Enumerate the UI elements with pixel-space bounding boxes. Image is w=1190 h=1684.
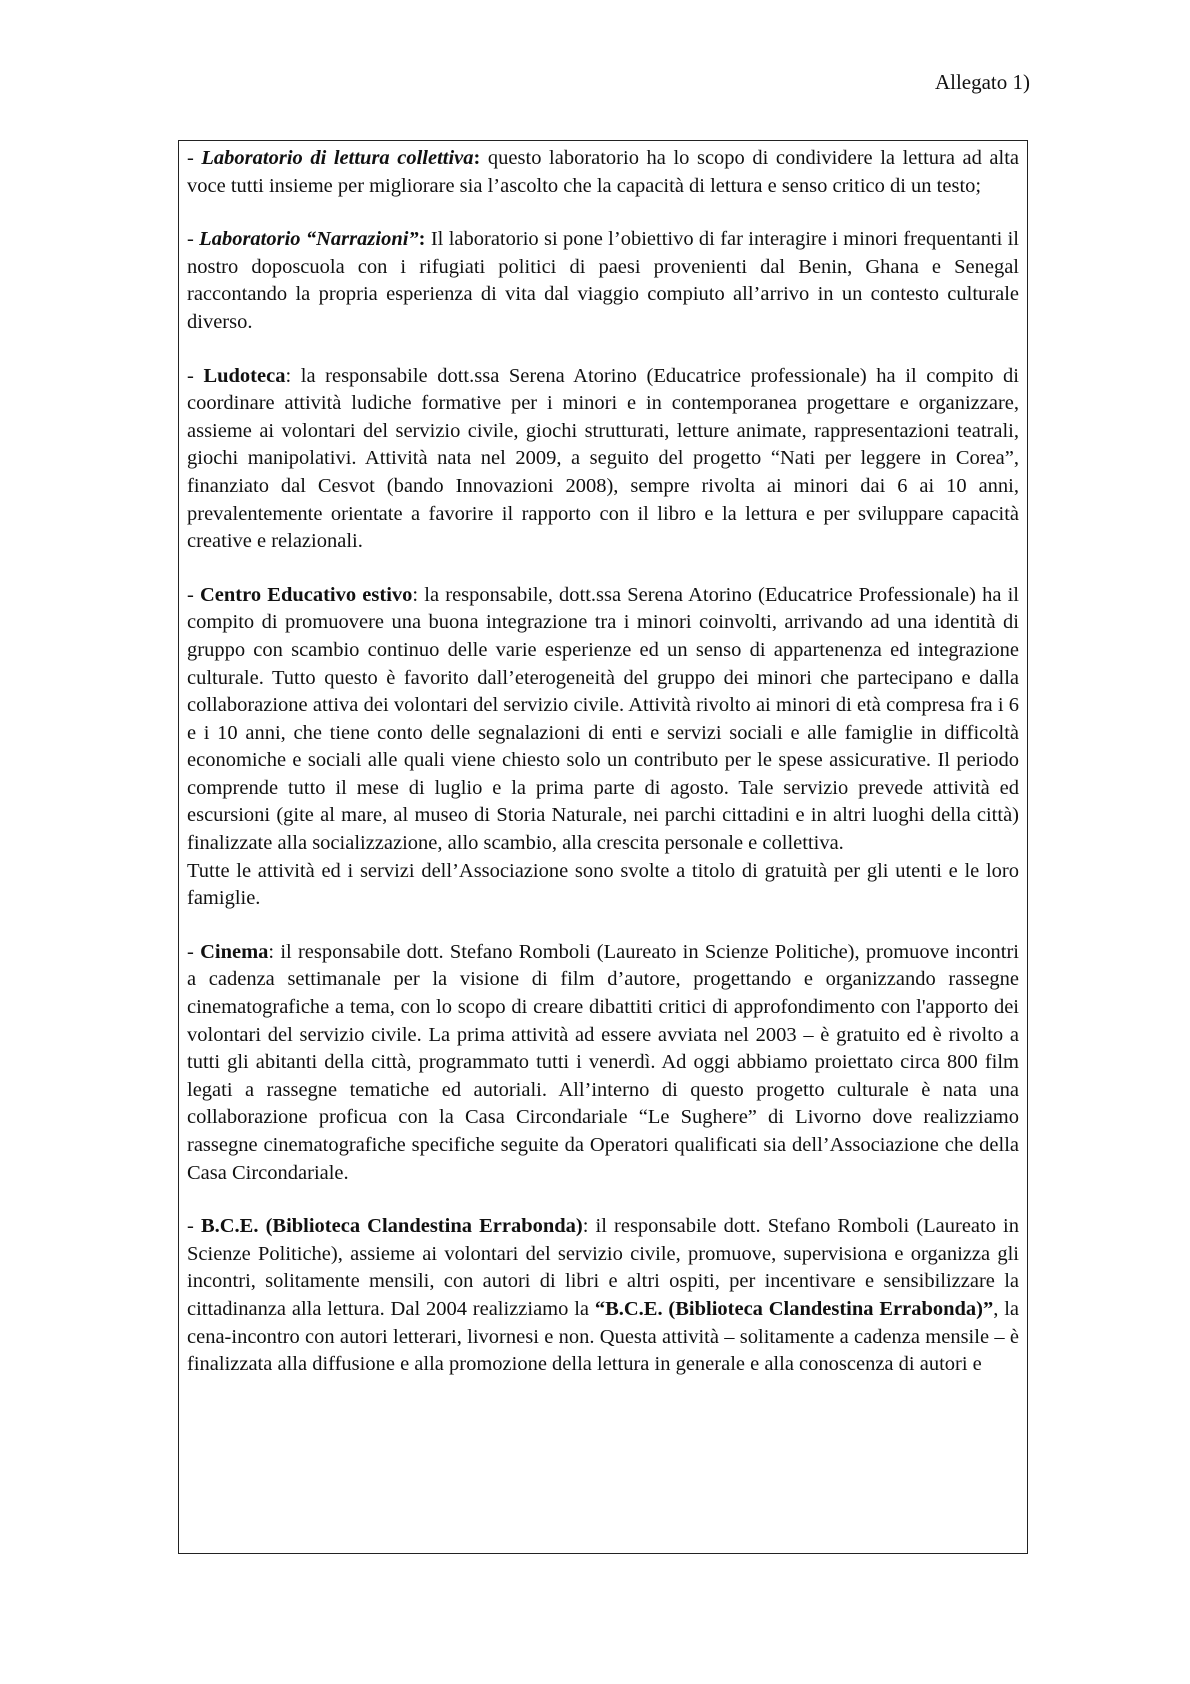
section-dash: - [187,147,202,169]
section-title: Ludoteca [203,364,286,387]
section-separator: : [418,228,426,251]
section-dash: - [187,228,200,251]
section-text: questo laboratorio ha lo scopo di condividere la lettura ad alta voce tutti insieme per migliorare sia l’ascolto che la capacità di lettura e senso critico di un testo; [187,147,1020,197]
section-title: B.C.E. (Biblioteca Clandestina Errabonda) [200,1215,583,1238]
section-narrazioni [187,226,1019,336]
section-text: il responsabile dott. Stefano Romboli (Laureato in Scienze Politiche), promuove incontri a cadenza settimanale per la visione di film d’autore, progettando e organizzando rassegne cinematografiche a tema, con lo scopo di creare dibattiti critici di approfondimento con l'apporto dei volontari del servizio civile. La prima attività ad essere avviata nel 2003 – è gratuito ed è rivolto a tutti gli abitanti della città, programmato tutti i venerdì. Ad oggi abbiamo proiettato circa 800 film legati a rassegne tematiche ed autoriali. All’interno di questo progetto culturale è nata una collaborazione proficua con la Casa Circondariale “Le Sughere” di Livorno dove realizziamo rassegne cinematografiche specifiche seguite da Operatori qualificati sia dell’Associazione che della Casa Circondariale. [187,940,1019,1184]
section-centro-estivo [187,582,1019,858]
section-cinema [187,939,1019,1187]
section-text: Il laboratorio si pone l’obiettivo di far interagire i minori frequentanti il nostro doposcuola con i rifugiati politici di paesi provenienti dal Benin, Ghana e Senegal raccontando la propria esperienza di vita dal viaggio compiuto all’arrivo in un contesto culturale diverso. [187,228,1019,333]
section-lettura-collettiva [187,145,1019,200]
section-text: la responsabile dott.ssa Serena Atorino (Educatrice professionale) ha il compito di coordinare attività ludiche formative per i minori e in contemporanea progettare e organizzare, assieme ai volontari del servizio civile, giochi strutturati, letture animate, rappresentazioni teatrali, giochi manipolativi. Attività nata nel 2009, a seguito del progetto “Nati per leggere in Corea”, finanziato dal Cesvot (bando Innovazioni 2008), sempre rivolta ai minori dai 6 ai 10 anni, prevalentemente orientate a favorire il rapporto con il libro e la lettura e per sviluppare capacità creative e relazionali. [187,364,1019,553]
section-title: Laboratorio “Narrazioni” [199,228,419,251]
section-dash: - [187,583,200,606]
section-bce [187,1213,1019,1379]
section-title: Centro Educativo estivo [200,583,413,606]
section-separator: : [473,147,481,169]
section-text: il responsabile dott. Stefano Romboli (Laureato in Scienze Politiche), assieme ai volontari del servizio civile, promuove, supervisiona e organizza gli incontri, solitamente mensili, con autori di libri e altri ospiti, per incentivare e sensibilizzare la cittadinanza alla lettura. Dal 2004 realizziamo la [187,1215,1020,1320]
section-separator: : [582,1215,589,1238]
section-dash: - [187,940,201,963]
section-title: Cinema [200,940,269,963]
section-dash: - [187,1215,201,1238]
section-separator: : [285,364,292,387]
section-separator: : [268,940,275,963]
section-separator: : [412,583,419,606]
section-ludoteca [187,363,1019,556]
content-box [178,140,1028,1554]
attachment-label: Allegato 1) [934,70,1030,94]
section-text-continued: , la cena-incontro con autori letterari, livornesi e non. Questa attività – solitamente a cadenza mensile – è finalizzata alla diffusione e alla promozione della lettura in generale e alla conoscenza di autori e [187,1297,1020,1376]
section-title-inline: “B.C.E. (Biblioteca Clandestina Errabonda)” [594,1297,994,1320]
section-title: Laboratorio di lettura collettiva [201,147,474,169]
section-text: la responsabile, dott.ssa Serena Atorino (Educatrice Professionale) ha il compito di promuovere una buona integrazione tra i minori coinvolti, arrivando ad una identità di gruppo con scambio continuo delle varie esperienze ed un senso di appartenenza ed integrazione culturale. Tutto questo è favorito dall’eterogeneità del gruppo dei minori che partecipano e dalla collaborazione attiva dei volontari del servizio civile. Attività rivolto ai minori di età compresa fra i 6 e i 10 anni, che tiene conto delle segnalazioni di enti e servizi sociali e alle famiglie in difficoltà economiche e sociali alle quali viene chiesto solo un contributo per le spese assicurative. Il periodo comprende tutto il mese di luglio e la prima parte di agosto. Tale servizio prevede attività ed escursioni (gite al mare, al museo di Storia Naturale, nei parchi cittadini e in altri luoghi della città) finalizzate alla socializzazione, allo scambio, alla crescita personale e collettiva. [187,583,1019,855]
section-gratuita-note [187,858,1019,913]
section-text: Tutte le attività ed i servizi dell’Associazione sono svolte a titolo di gratuità per gli utenti e le loro famiglie. [187,859,1019,910]
section-dash: - [187,364,204,387]
